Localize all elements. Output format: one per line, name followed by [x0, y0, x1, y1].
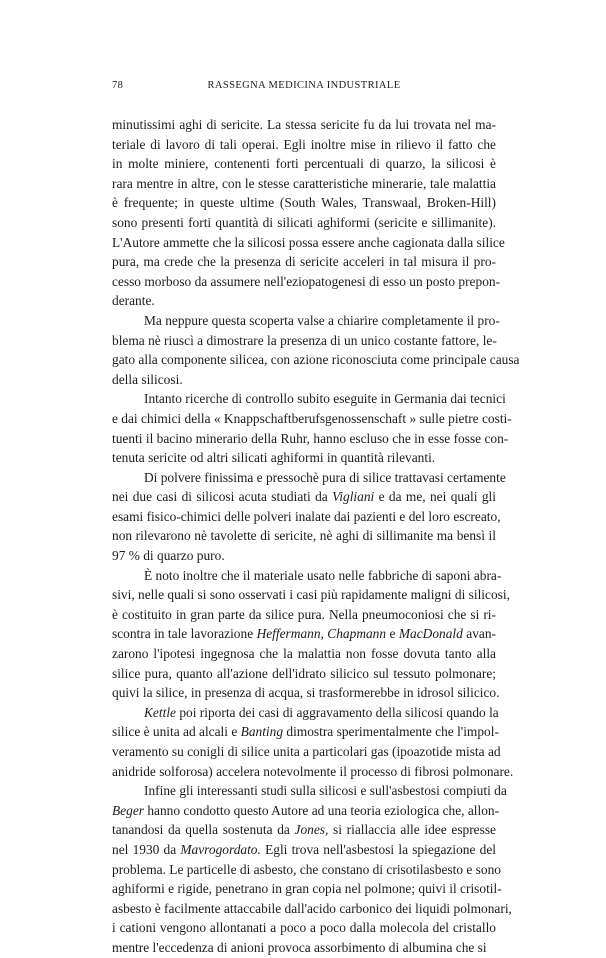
text-line: esami fisico-chimici delle polveri inalate dai pazienti e del loro escreato, [112, 508, 501, 524]
text-line: zarono l'ipotesi ingegnosa che la malattia non fosse dovuta tanto alla [112, 646, 496, 662]
text-line: silice pura, quanto all'azione dell'idrato silicico sul tessuto polmonare; [112, 665, 496, 681]
text-line: nei due casi di silicosi acuta studiati da Vigliani e da me, nei quali gli [112, 489, 496, 505]
text-line: non rilevarono nè tavolette di sericite, nè aghi di sillimanite ma bensì il [112, 528, 496, 544]
text-line: tenuta sericite od altri silicati aghiformi in quantità rilevanti. [112, 450, 436, 466]
paragraph [112, 115, 505, 311]
text-line: 97 % di quarzo puro. [112, 548, 225, 564]
text-line: teriale di lavoro di tali operai. Egli inoltre mise in rilievo il fatto che [112, 136, 496, 152]
text-line: quivi la silice, in presenza di acqua, si trasformerebbe in idrosol silicico. [112, 685, 500, 701]
text-line: anidride solforosa) accelera notevolmente il processo di fibrosi polmonare. [112, 763, 514, 779]
paragraph [112, 781, 512, 957]
page-header [112, 80, 496, 96]
text-line: mentre l'eccedenza di anioni provoca assorbimento di albumina che si [112, 939, 487, 955]
text-line: derante. [112, 293, 155, 309]
text-line: problema. Le particelle di asbesto, che constano di crisotilasbesto e sono [112, 861, 501, 877]
text-line: sono presenti forti quantità di silicati aghiformi (sericite e sillimanite). [112, 214, 496, 230]
text-line: gato alla componente silicea, con azione riconosciuta come principale causa [112, 352, 520, 368]
text-line: asbesto è facilmente attaccabile dall'acido carbonico dei liquidi polmonari, [112, 900, 512, 916]
text-line: tanandosi da quella sostenuta da Jones, si riallaccia alle idee espresse [112, 822, 496, 838]
text-line: minutissimi aghi di sericite. La stessa sericite fu da lui trovata nel ma- [112, 117, 496, 132]
text-line: È noto inoltre che il materiale usato nelle fabbriche di saponi abra- [144, 567, 502, 583]
text-line: è frequente; in queste ultime (South Wales, Transwaal, Broken-Hill) [112, 195, 496, 211]
text-line: veramento su conigli di silice unita a particolari gas (ipoazotide mista ad [112, 744, 501, 759]
text-line: blema nè riuscì a dimostrare la presenza di un unico costante fattore, le- [112, 332, 497, 348]
text-line: cesso morboso da assumere nell'eziopatogenesi di esso un posto prepon- [112, 273, 501, 289]
page-number: 78 [112, 80, 124, 91]
text-line: Intanto ricerche di controllo subito eseguite in Germania dai tecnici [144, 391, 506, 407]
text-line: della silicosi. [112, 371, 183, 387]
text-line: Infine gli interessanti studi sulla silicosi e sull'asbestosi compiuti da [144, 783, 507, 799]
text-line: Beger hanno condotto questo Autore ad una teoria eziologica che, allon- [112, 802, 500, 818]
text-line: pura, ma crede che la presenza di sericite acceleri in tal misura il pro- [112, 254, 496, 270]
text-line: i cationi vengono allontanati a poco a poco dalla molecola del cristallo [112, 920, 496, 936]
paragraph [112, 468, 506, 566]
paragraph [112, 703, 514, 781]
text-line: L'Autore ammette che la silicosi possa essere anche cagionata dalla silice [112, 234, 505, 250]
text-line: e dai chimici della « Knappschaftberufsgenossenschaft » sulle pietre costi- [112, 410, 512, 426]
text-line: nel 1930 da Mavrogordato. Egli trova nell'asbestosi la spiegazione del [112, 841, 496, 857]
text-line: rara mentre in altre, con le stesse caratteristiche minerarie, tale malattia [112, 175, 496, 191]
paragraph [112, 389, 512, 467]
text-line: scontra in tale lavorazione Heffermann, Chapmann e MacDonald avan- [112, 626, 497, 642]
body-text [112, 115, 520, 958]
text-line: silice è unita ad alcali e Banting dimostra sperimentalmente che l'impol- [112, 724, 499, 740]
paragraph [112, 566, 510, 703]
text-line: è costituito in gran parte da silice pura. Nella pneumoconiosi che si ri- [112, 606, 496, 622]
text-line: Ma neppure questa scoperta valse a chiarire completamente il pro- [144, 312, 500, 328]
text-line: in molte miniere, contenenti forti percentuali di quarzo, la silicosi è [112, 156, 496, 172]
text-line: Di polvere finissima e pressochè pura di silice trattavasi certamente [144, 469, 506, 485]
text-line: sivi, nelle quali si sono osservati i casi più rapidamente maligni di silicosi, [112, 587, 510, 603]
text-line: aghiformi e rigide, penetrano in gran copia nel polmone; quivi il crisotil- [112, 881, 502, 897]
text-line: Kettle poi riporta dei casi di aggravamento della silicosi quando la [144, 704, 499, 720]
running-title: RASSEGNA MEDICINA INDUSTRIALE [207, 80, 401, 91]
paragraph [112, 311, 520, 389]
text-line: tuenti il bacino minerario della Ruhr, hanno escluso che in esse fosse con- [112, 430, 509, 446]
